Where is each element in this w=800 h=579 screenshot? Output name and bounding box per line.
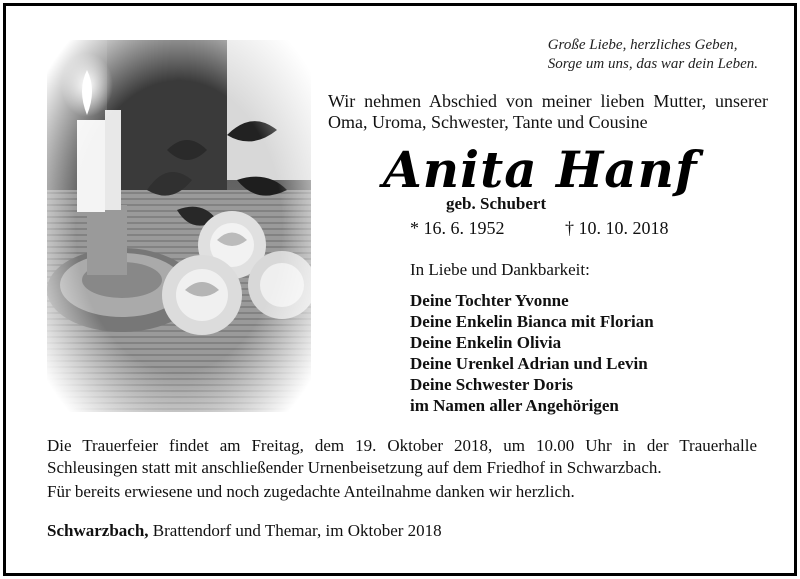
place-rest: Brattendorf und Themar, im Oktober 2018 — [148, 521, 442, 540]
mourner-item: Deine Tochter Yvonne — [410, 291, 569, 310]
deceased-name: Anita Hanf — [383, 140, 698, 199]
intro-line-2: Oma, Uroma, Schwester, Tante und Cousine — [328, 112, 648, 132]
quote-line-2: Sorge um uns, das war dein Leben. — [547, 56, 758, 72]
birth-name: geb. Schubert — [446, 194, 547, 213]
place-town: Schwarzbach, — [47, 521, 149, 540]
quote-line-1: Große Liebe, herzliches Geben, — [547, 37, 738, 53]
mourner-item: Deine Enkelin Bianca mit Florian — [410, 312, 654, 331]
farewell-intro — [328, 91, 768, 133]
death-date: † 10. 10. 2018 — [565, 218, 669, 238]
thanks-intro: In Liebe und Dankbarkeit: — [410, 260, 590, 279]
mourner-item: Deine Schwester Doris — [410, 375, 574, 394]
birth-date: * 16. 6. 1952 — [410, 218, 505, 238]
memorial-quote — [548, 36, 758, 74]
memorial-photo — [47, 40, 311, 412]
candle-roses-image — [47, 40, 311, 412]
gratitude-text: Für bereits erwiesene und noch zugedachte Anteilnahme danken wir herzlich. — [47, 482, 575, 501]
intro-line-1: Wir nehmen Abschied von meiner lieben Mutter, unserer — [328, 91, 768, 111]
ceremony-info — [47, 435, 757, 479]
ceremony-line-2: Schleusingen statt mit anschließender Urnenbeisetzung auf dem Friedhof in Schwarzbach. — [47, 458, 662, 477]
mourner-item: im Namen aller Angehörigen — [410, 396, 619, 415]
mourner-item: Deine Urenkel Adrian und Levin — [410, 354, 648, 373]
mourners-list — [410, 290, 654, 416]
place-and-date — [47, 521, 442, 541]
ceremony-line-1: Die Trauerfeier findet am Freitag, dem 19. Oktober 2018, um 10.00 Uhr in der Trauerhalle — [47, 436, 757, 455]
mourner-item: Deine Enkelin Olivia — [410, 333, 562, 352]
life-dates — [410, 218, 669, 239]
